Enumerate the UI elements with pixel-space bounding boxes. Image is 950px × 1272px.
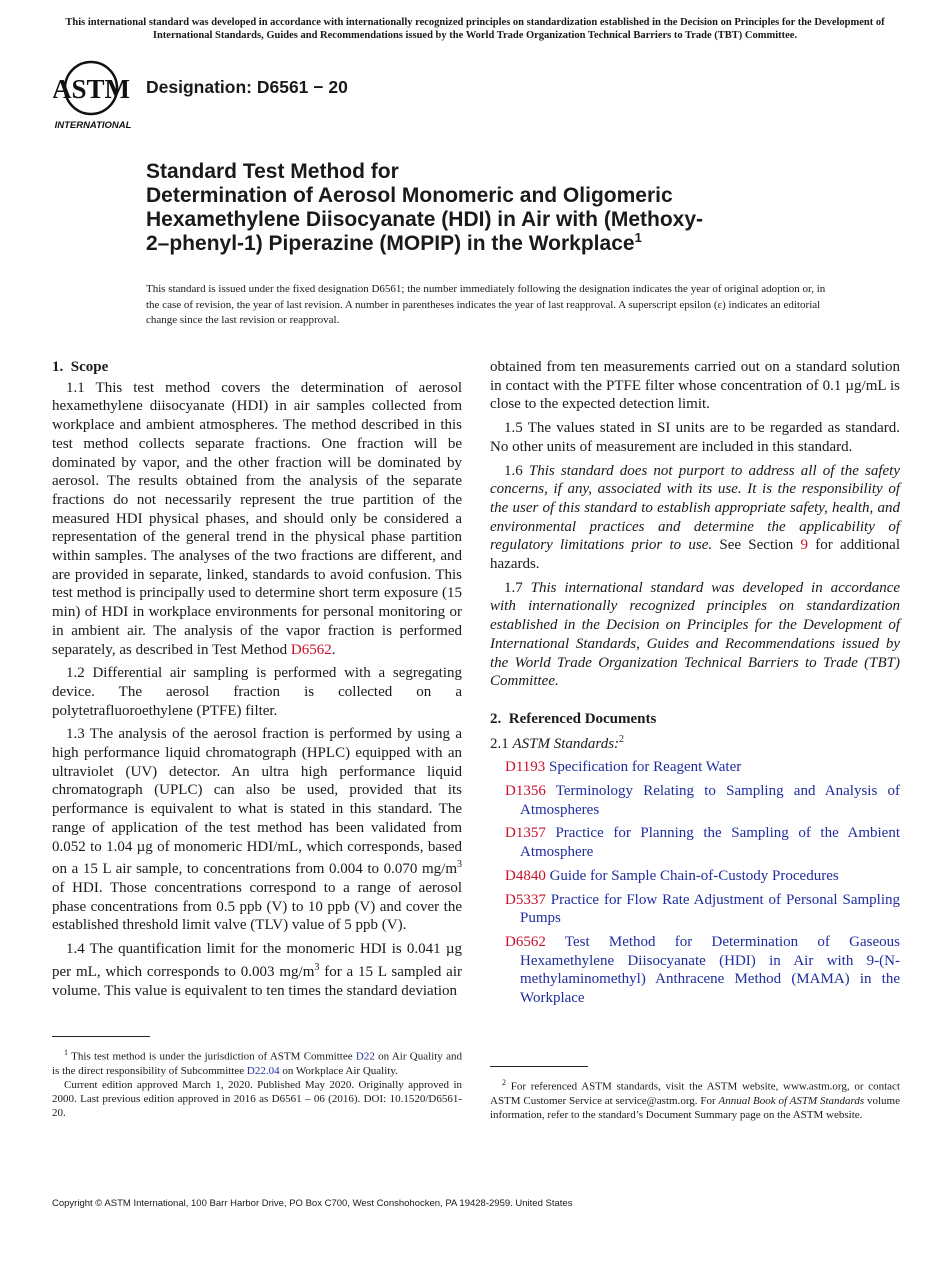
reference-item <box>490 891 900 928</box>
reference-title-link[interactable]: Test Method for Determination of Gaseous Hexamethylene Diisocyanate (HDI) in Air with 9-(N-methylaminomethyl) Anthracene Method (MAMA) in the Workplace <box>520 933 900 1007</box>
reference-code-link[interactable]: D1193 <box>505 759 546 776</box>
paragraph-1-4-continued: obtained from ten measurements carried out on a standard solution in contact with the PTFE filter whose concentration of 0.1 µg/mL is close to the expected detection limit. <box>490 359 900 413</box>
reference-item <box>490 782 900 819</box>
link-d6562[interactable]: D6562 <box>290 641 332 658</box>
copyright: Copyright © ASTM International, 100 Barr Harbor Drive, PO Box C700, West Conshohocken, PA 19428-2959. United States <box>52 1198 573 1209</box>
reference-code-link[interactable]: D1357 <box>505 825 546 842</box>
footnote-divider <box>52 1036 150 1037</box>
footnote-1: $^1$ This test method is under the jurisdiction of ASTM Committee D22 on Air Quality and is the direct responsibility of Subcommittee D22.04 on Workplace Air Quality. Current edition approved March 1, 2020. Published May 2020. Originally approved in 2000. Last previous edition approved in 2016 as D6561 – 06 (2016). DOI: 10.1520/D6561-20. <box>52 1048 462 1119</box>
astm-standards-heading: 2.1 ASTM Standards:$^2$ <box>490 733 625 752</box>
reference-code-link[interactable]: D4840 <box>505 867 546 884</box>
paragraph-1-7: 1.7 This international standard was developed in accordance with internationally recognized principles on standardization established in the Decision on Principles for the Development of International Standards, Guides and Recommendations issued by the World Trade Organization Technical Barriers to Trade (TBT) Committee. <box>490 579 901 690</box>
reference-item <box>490 824 900 861</box>
paragraph-1-1: 1.1 This test method covers the determination of aerosol hexamethylene diisocyanate (HDI) in air samples collected from workplace and ambient atmospheres. The method described in this test method collects separate fractions. One fraction will be dominated by vapor, and the other fraction will be dominated by aerosol. The results obtained from the analysis of the separate fractions do not necessarily represent the true partition of the measured HDI physical phases, and should only be considered a representation of the general trend in the physical phase partition within samples. The analyses of the two fractions are different, and are provided in separate, linked, standards to avoid confusion. This test method is principally used to determine short term exposure (15 min) of HDI in workplace environments for personal monitoring or in ambient air. The analysis of the vapor fraction is performed separately, as described in Test Method D6562. <box>52 379 462 658</box>
paragraph-1-5: 1.5 The values stated in SI units are to be regarded as standard. No other units of measurement are included in this standard. <box>490 420 900 455</box>
footnote-divider <box>490 1066 588 1067</box>
link-d22[interactable]: D22 <box>355 1050 375 1063</box>
reference-list <box>490 758 900 1007</box>
issue-note: This standard is issued under the fixed designation D6561; the number immediately following the designation indicates the year of original adoption or, in the case of revision, the year of last revision. A number in parentheses indicates the year of last reapproval. A superscript epsilon (ε) indicates an editorial change since the last revision or reapproval. <box>146 283 826 327</box>
reference-item <box>490 758 900 777</box>
reference-code-link[interactable]: D1356 <box>505 783 546 800</box>
astm-logo <box>53 58 135 134</box>
title-line: Standard Test Method for <box>146 160 399 183</box>
reference-item <box>490 933 900 1008</box>
title-footnote-mark: 1 <box>634 230 642 245</box>
designation: Designation: D6561 − 20 <box>146 77 348 97</box>
paragraph-1-2: 1.2 Differential air sampling is performed with a segregating device. The aerosol fraction is collected on a polytetrafluoroethylene (PTFE) filter. <box>52 665 462 719</box>
reference-code-link[interactable]: D6562 <box>505 933 546 950</box>
reference-title-link[interactable]: Guide for Sample Chain-of-Custody Procedures <box>549 867 839 884</box>
reference-item <box>490 867 900 886</box>
reference-title-link[interactable]: Terminology Relating to Sampling and Analysis of Atmospheres <box>520 783 900 818</box>
paragraph-1-4: 1.4 The quantification limit for the monomeric HDI is 0.041 µg per mL, which corresponds to 0.003 $mg/m^3$ for a 15 L sampled air volume. This value is equivalent to ten times the standard deviation <box>52 941 463 999</box>
link-section-9[interactable]: 9 <box>800 537 809 554</box>
section-heading-referenced-documents: 2. Referenced Documents <box>490 710 657 727</box>
reference-title-link[interactable]: Practice for Planning the Sampling of the Ambient Atmosphere <box>520 825 900 861</box>
astm-logo-graphic <box>53 58 135 134</box>
logo-caption: INTERNATIONAL <box>54 120 132 131</box>
document-title <box>146 160 866 256</box>
right-column <box>490 358 900 1013</box>
footnote-2: $^2$ For referenced ASTM standards, visit the ASTM website, www.astm.org, or contact ASTM Customer Service at service@astm.org. For Annual Book of ASTM Standards volume information, refer to the standard’s Document Summary page on the ASTM website. <box>490 1078 900 1121</box>
reference-code-link[interactable]: D5337 <box>505 891 546 908</box>
section-heading-scope: 1. Scope <box>52 359 109 375</box>
link-d22-04[interactable]: D22.04 <box>246 1064 280 1077</box>
logo-letters: ASTM <box>53 74 131 104</box>
paragraph-1-6: 1.6 This standard does not purport to address all of the safety concerns, if any, associated with its use. It is the responsibility of the user of this standard to establish appropriate safety, health, and environmental practices and determine the applicability of regulatory limitations prior to use. See Section 9 for additional hazards. <box>490 462 901 573</box>
reference-title-link[interactable]: Specification for Reagent Water <box>549 759 742 776</box>
title-line: 2–phenyl-1) Piperazine (MOPIP) in the Workplace <box>146 232 635 255</box>
title-line: Hexamethylene Diisocyanate (HDI) in Air with (Methoxy- <box>146 208 704 231</box>
top-notice: This international standard was developed in accordance with internationally recognized principles on standardization established in the Decision on Principles for the Development of International Standards, Guides and Recommendations issued by the World Trade Organization Technical Barriers to Trade (TBT) Committee. <box>65 17 885 41</box>
paragraph-1-3: 1.3 The analysis of the aerosol fraction is performed by using a high performance liquid chromatograph (HPLC) equipped with an ultraviolet (UV) detector. An ultra high performance liquid chromatograph (UPLC) can also be used, provided that its performance is equivalent to what is stated in this standard. The range of application of the test method has been validated from 0.052 to 1.04 µg of monomeric HDI/mL, which corresponds, based on a 15 L air sample, to concentrations from 0.004 to 0.070 $mg/m^3$ of HDI. Those concentrations correspond to a range of aerosol phase concentrations from 0.5 ppb (V) to 10 ppb (V) and cover the established threshold limit valve (TLV) value of 5 ppb (V). <box>52 726 462 934</box>
left-column <box>52 358 462 1005</box>
title-line: Determination of Aerosol Monomeric and Oligomeric <box>146 184 673 207</box>
reference-title-link[interactable]: Practice for Flow Rate Adjustment of Personal Sampling Pumps <box>520 891 901 927</box>
